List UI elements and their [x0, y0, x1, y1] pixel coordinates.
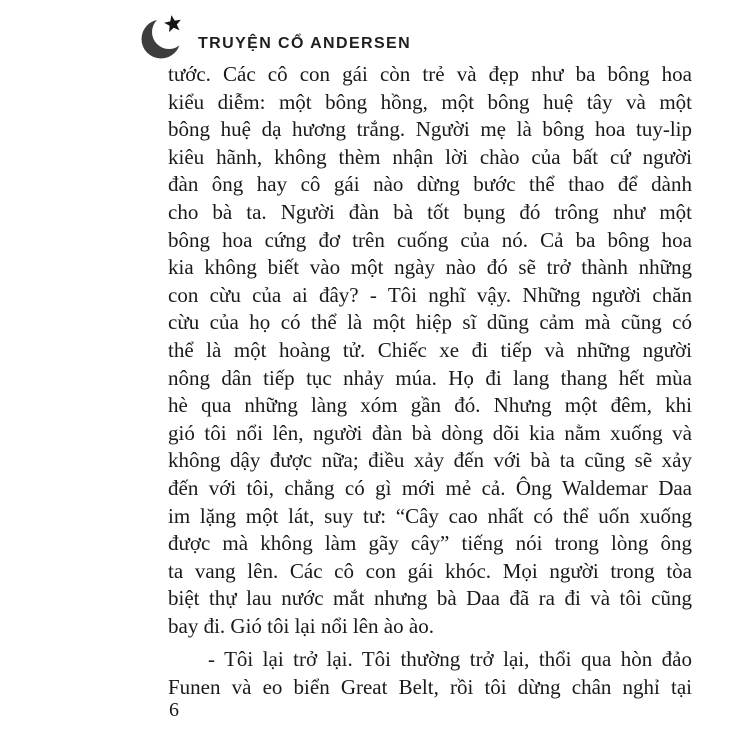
text-line: cho bà ta. Người đàn bà tốt bụng đó trông như một	[168, 199, 692, 224]
page-header	[136, 12, 411, 62]
text-line: bay đi. Gió tôi lại nổi lên ào ào.	[168, 613, 434, 638]
text-line: đàn ông hay cô gái nào dừng bước thể thao để dành	[168, 172, 692, 197]
text-line: bông hoa cứng đơ trên cuống của nó. Cả ba bông hoa	[168, 227, 692, 252]
crescent-moon-star-icon	[136, 12, 194, 62]
text-line: con cừu của ai đây? - Tôi nghĩ vậy. Những người chăn	[168, 282, 692, 307]
text-line: tước. Các cô con gái còn trẻ và đẹp như ba bông hoa	[168, 62, 692, 86]
text-line: ta vang lên. Các cô con gái khóc. Mọi người trong tòa	[168, 558, 692, 583]
text-line: biệt thự lau nước mắt nhưng bà Daa đã ra đi và tôi cũng	[168, 586, 692, 611]
text-line: nông dân tiếp tục nhảy múa. Họ đi lang thang hết mùa	[168, 365, 692, 390]
text-line: cừu của họ có thể là một hiệp sĩ dũng cảm mà cũng có	[168, 310, 692, 335]
text-line: kia không biết vào một ngày nào đó sẽ trở thành những	[168, 255, 692, 280]
text-line: gió tôi nổi lên, người đàn bà dòng dõi kia nằm xuống và	[168, 420, 692, 445]
text-line: - Tôi lại trở lại. Tôi thường trở lại, thổi qua hòn đảo	[208, 647, 692, 672]
text-line: kiểu diễm: một bông hồng, một bông huệ tây và một	[168, 89, 692, 114]
text-line: hè qua những làng xóm gần đó. Nhưng một đêm, khi	[168, 393, 692, 418]
book-title: TRUYỆN CỔ ANDERSEN	[198, 35, 412, 52]
text-line: đến với tôi, chẳng có gì mới mẻ cả. Ông Waldemar Daa	[168, 475, 692, 500]
paragraph	[168, 61, 692, 640]
text-line: thể là một hoàng tử. Chiếc xe đi tiếp và những người	[168, 337, 692, 362]
text-line: kiêu hãnh, không thèm nhận lời chào của bất cứ người	[168, 144, 692, 169]
text-line: bông huệ dạ hương trắng. Người mẹ là bông hoa tuy-lip	[168, 117, 692, 142]
text-line: được mà không làm gãy cây” tiếng nói trong lòng ông	[168, 531, 692, 556]
text-line: Funen và eo biển Great Belt, rồi tôi dừng chân nghỉ tại	[168, 675, 692, 700]
body-text	[168, 61, 692, 702]
page-number: 6	[169, 699, 179, 721]
text-line: im lặng một lát, suy tư: “Cây cao nhất có thể uốn xuống	[168, 503, 692, 528]
text-line: không dậy được nữa; điều xảy đến với bà ta cũng sẽ xảy	[168, 448, 692, 473]
paragraph	[168, 646, 692, 701]
